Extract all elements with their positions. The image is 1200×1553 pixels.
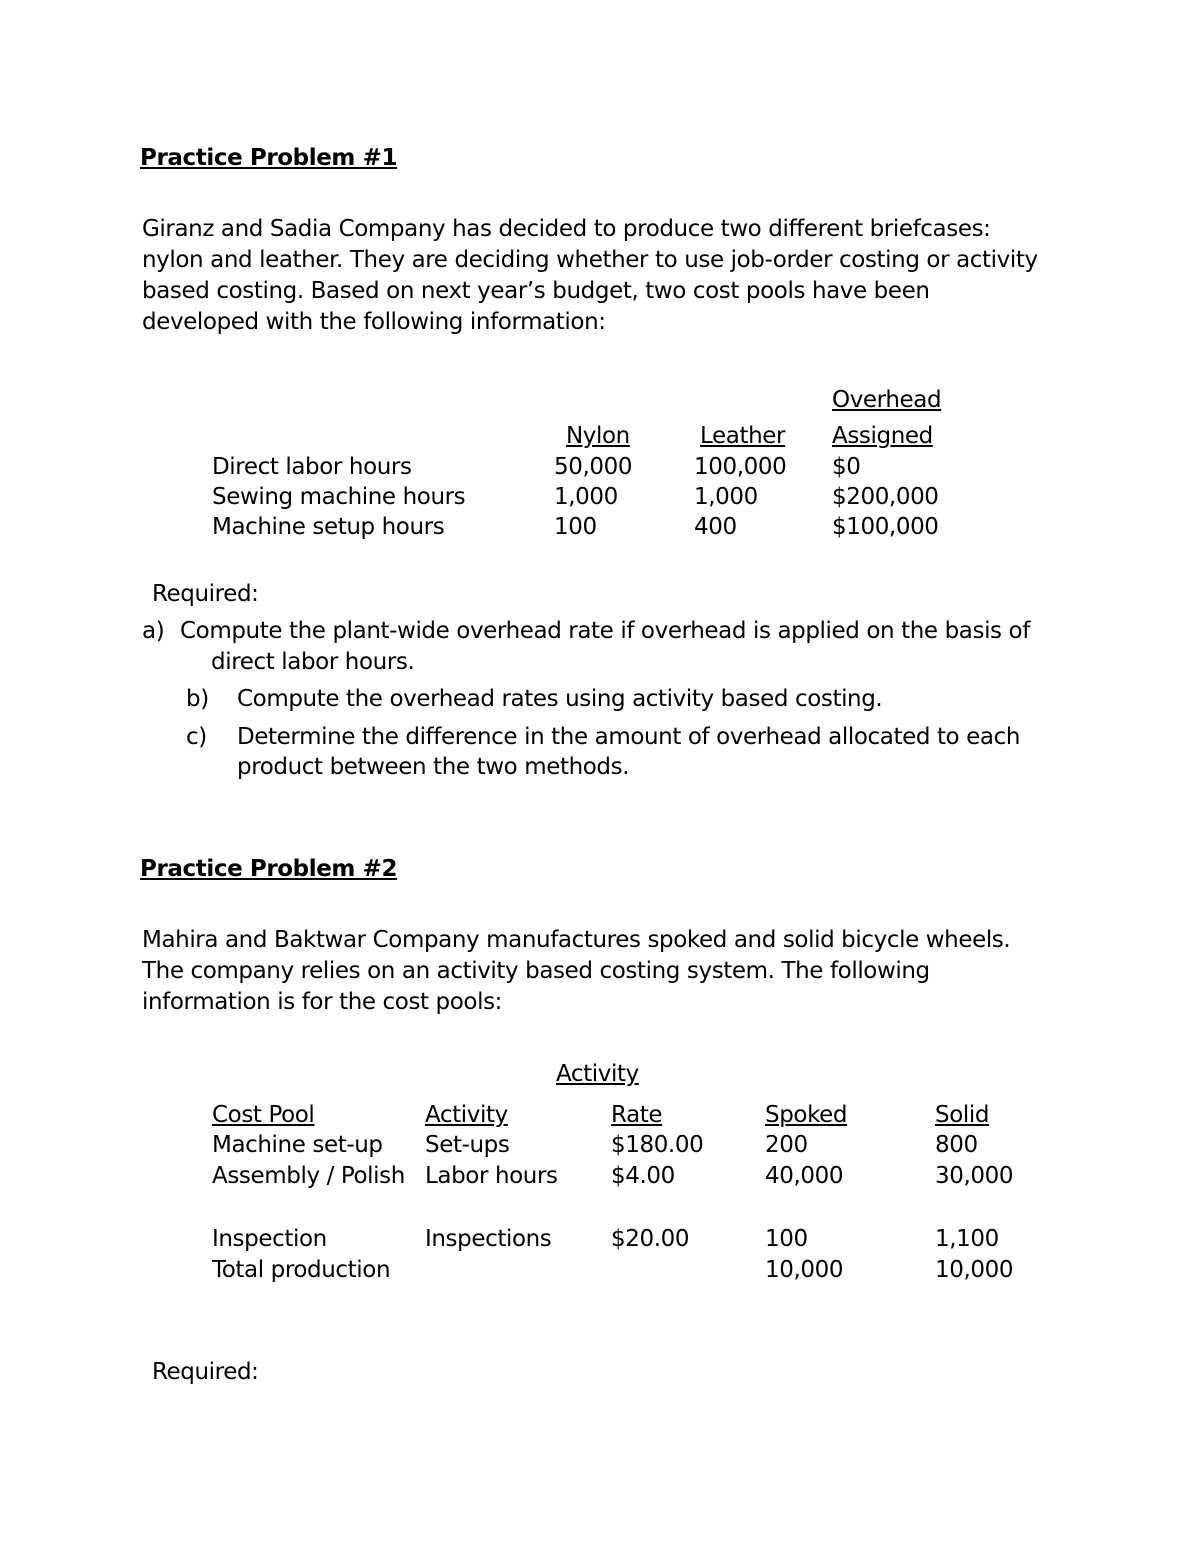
intro-line: nylon and leather. They are deciding whether to use job-order costing or activity bbox=[142, 247, 1038, 273]
table-cell-assigned: $0 bbox=[832, 454, 861, 480]
table-cell-nylon: 50,000 bbox=[554, 454, 633, 480]
intro-line: The company relies on an activity based costing system. The following bbox=[142, 958, 930, 984]
table-cell-activity: Set-ups bbox=[425, 1132, 510, 1158]
item-text: Compute the plant-wide overhead rate if overhead is applied on the basis of bbox=[180, 618, 1030, 644]
assigned-header: Assigned bbox=[832, 423, 933, 449]
table-cell-nylon: 1,000 bbox=[554, 484, 618, 510]
intro-line: developed with the following information: bbox=[142, 309, 606, 335]
intro-line: information is for the cost pools: bbox=[142, 989, 503, 1015]
table-cell-spoked: 200 bbox=[765, 1132, 808, 1158]
table-row-label: Machine setup hours bbox=[212, 514, 445, 540]
problem2-intro bbox=[142, 925, 1072, 1018]
intro-line: Mahira and Baktwar Company manufactures spoked and solid bicycle wheels. bbox=[142, 927, 1011, 953]
table-row-label: Sewing machine hours bbox=[212, 484, 466, 510]
table-cell-solid: 800 bbox=[935, 1132, 978, 1158]
table-cell-activity: Inspections bbox=[425, 1226, 552, 1252]
table-cell-pool: Total production bbox=[212, 1257, 391, 1283]
table-cell-assigned: $200,000 bbox=[832, 484, 939, 510]
item-marker: c) bbox=[186, 724, 207, 750]
table-cell-solid: 30,000 bbox=[935, 1163, 1014, 1189]
problem2-title: Practice Problem #2 bbox=[140, 856, 398, 882]
intro-line: based costing. Based on next year’s budget, two cost pools have been bbox=[142, 278, 930, 304]
table-row-label: Direct labor hours bbox=[212, 454, 412, 480]
table-cell-solid: 1,100 bbox=[935, 1226, 999, 1252]
solid-header: Solid bbox=[935, 1102, 990, 1128]
table-cell-pool: Assembly / Polish bbox=[212, 1163, 405, 1189]
item-text: Determine the difference in the amount of overhead allocated to each bbox=[237, 724, 1021, 750]
leather-header: Leather bbox=[700, 423, 786, 449]
activity-header: Activity bbox=[425, 1102, 508, 1128]
table-cell-pool: Inspection bbox=[212, 1226, 327, 1252]
table-cell-leather: 100,000 bbox=[694, 454, 787, 480]
item-text: direct labor hours. bbox=[211, 649, 415, 675]
table-cell-rate: $20.00 bbox=[611, 1226, 690, 1252]
nylon-header: Nylon bbox=[566, 423, 630, 449]
problem1-intro bbox=[142, 214, 1072, 338]
table-cell-solid: 10,000 bbox=[935, 1257, 1014, 1283]
spoked-header: Spoked bbox=[765, 1102, 848, 1128]
table-cell-rate: $4.00 bbox=[611, 1163, 675, 1189]
table-cell-assigned: $100,000 bbox=[832, 514, 939, 540]
item-text: Compute the overhead rates using activity based costing. bbox=[237, 686, 883, 712]
table-cell-rate: $180.00 bbox=[611, 1132, 704, 1158]
problem2-required-label: Required: bbox=[152, 1359, 259, 1385]
table-cell-spoked: 100 bbox=[765, 1226, 808, 1252]
table-cell-nylon: 100 bbox=[554, 514, 597, 540]
intro-line: Giranz and Sadia Company has decided to produce two different briefcases: bbox=[142, 216, 991, 242]
table-cell-leather: 1,000 bbox=[694, 484, 758, 510]
problem1-required-label: Required: bbox=[152, 581, 259, 607]
cost-pool-header: Cost Pool bbox=[212, 1102, 315, 1128]
activity-top-header: Activity bbox=[556, 1061, 639, 1087]
table-cell-pool: Machine set-up bbox=[212, 1132, 383, 1158]
table-cell-leather: 400 bbox=[694, 514, 737, 540]
problem1-title: Practice Problem #1 bbox=[140, 145, 398, 171]
item-text: product between the two methods. bbox=[237, 754, 630, 780]
item-marker: b) bbox=[186, 686, 209, 712]
rate-header: Rate bbox=[611, 1102, 663, 1128]
table-cell-activity: Labor hours bbox=[425, 1163, 558, 1189]
table-cell-spoked: 10,000 bbox=[765, 1257, 844, 1283]
overhead-header: Overhead bbox=[832, 387, 942, 413]
table-cell-spoked: 40,000 bbox=[765, 1163, 844, 1189]
item-marker: a) bbox=[142, 618, 165, 644]
